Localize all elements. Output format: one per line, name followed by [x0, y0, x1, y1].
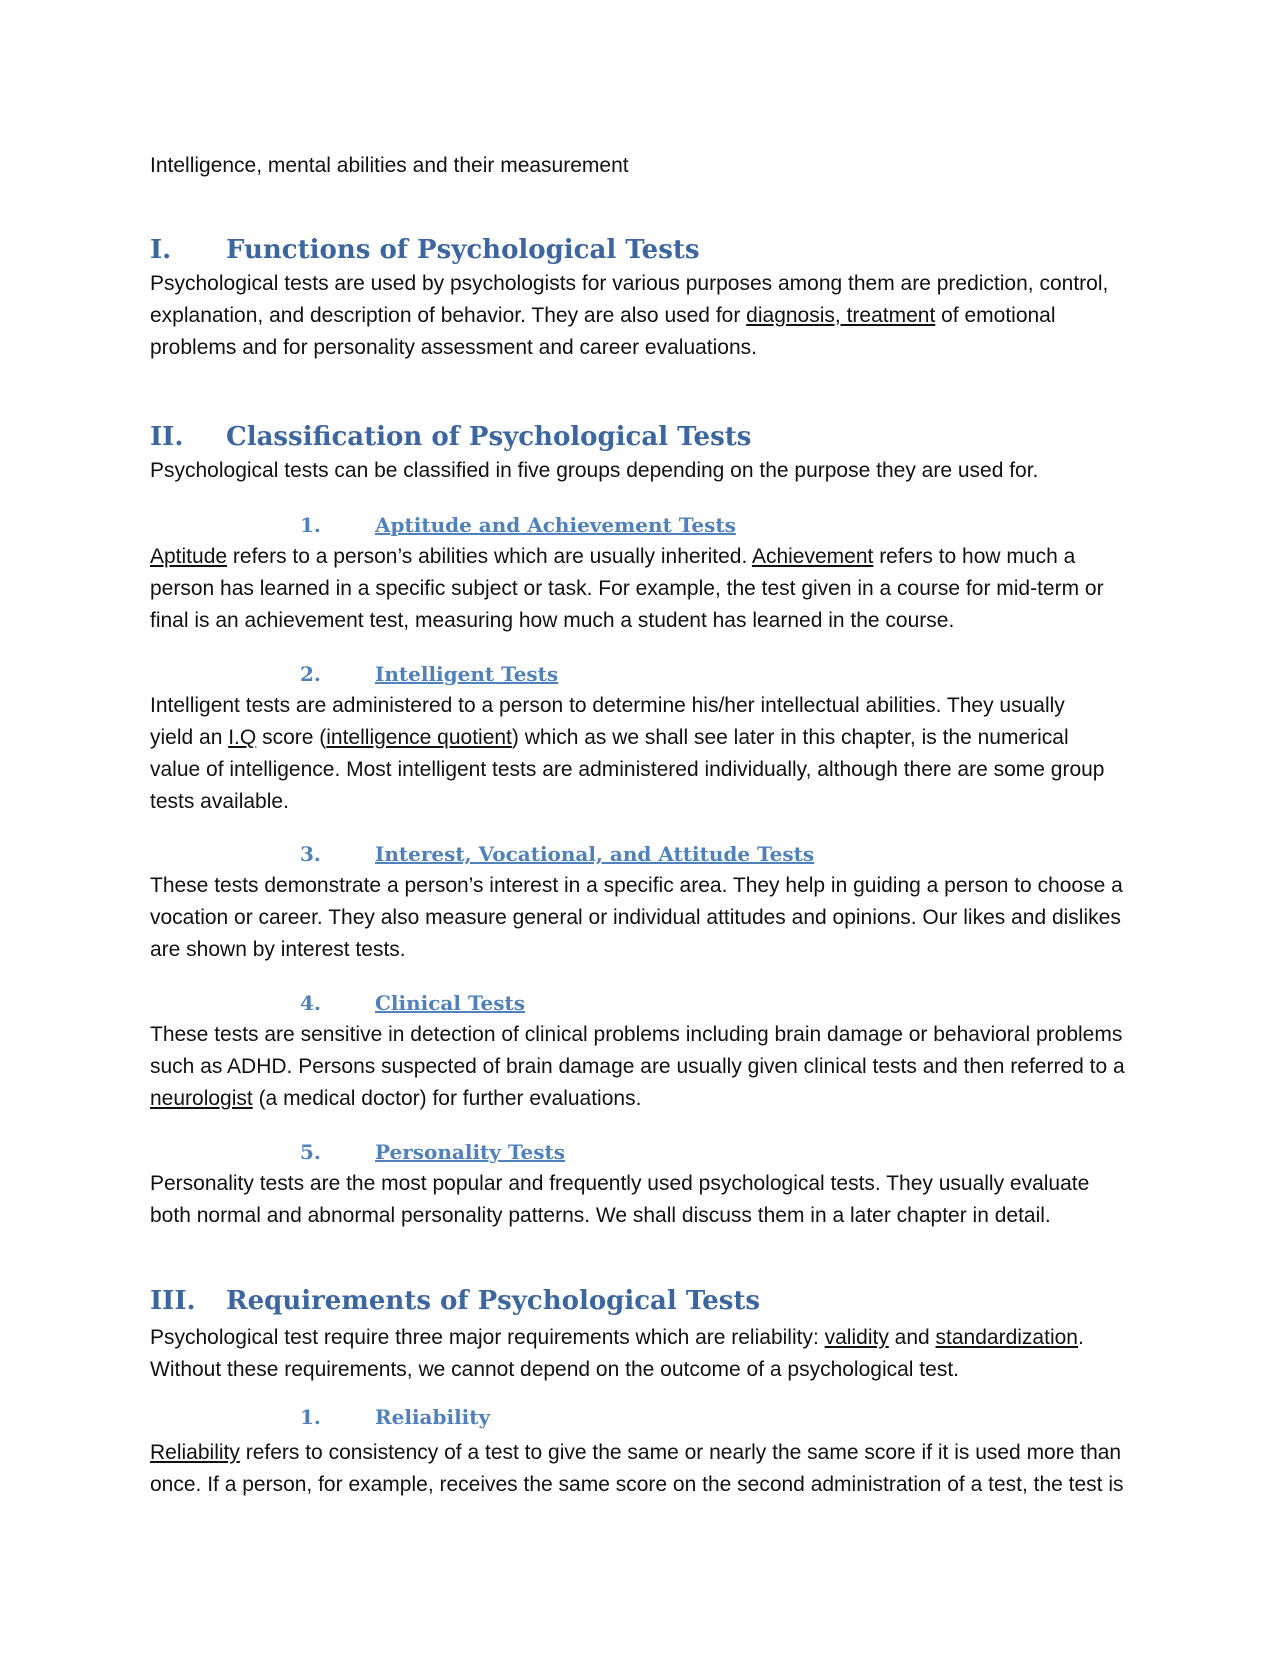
subsection-heading-interest [300, 841, 814, 867]
underlined-term: I.Q [228, 726, 257, 749]
text-line: Personality tests are the most popular and frequently used psychological tests. They usually evaluate [150, 1172, 1090, 1195]
text-run: of emotional [935, 304, 1056, 327]
paragraph-classification-intro [150, 455, 1140, 487]
section-number: II. [150, 422, 184, 452]
underlined-term: Achievement [751, 545, 874, 568]
subsection-heading-reliability [300, 1404, 490, 1430]
subsection-heading-aptitude [300, 512, 736, 538]
subsection-number: 4. [300, 991, 321, 1015]
section-number: I. [150, 235, 172, 265]
subsection-heading-clinical [300, 990, 525, 1016]
paragraph-interest [150, 870, 1140, 966]
text-line: These tests demonstrate a person’s interest in a specific area. They help in guiding a person to choose a [150, 874, 1123, 897]
text-line: These tests are sensitive in detection of clinical problems including brain damage or behavioral problems [150, 1023, 1123, 1046]
text-run: . [1077, 1326, 1084, 1349]
section-title: Requirements of Psychological Tests [226, 1286, 761, 1316]
subsection-number: 1. [300, 1405, 321, 1429]
text-line: problems and for personality assessment and career evaluations. [150, 336, 757, 359]
subsection-title: Reliability [375, 1405, 491, 1429]
text-line: Psychological tests are used by psychologists for various purposes among them are prediction, control, [150, 272, 1109, 295]
text-line: are shown by interest tests. [150, 938, 406, 961]
subsection-number: 3. [300, 842, 321, 866]
paragraph-reliability [150, 1437, 1140, 1501]
text-line: Without these requirements, we cannot depend on the outcome of a psychological test. [150, 1358, 959, 1381]
underlined-term: diagnosis, treatment [746, 304, 936, 327]
underlined-term: intelligence quotient [326, 726, 512, 749]
text-line: Intelligent tests are administered to a person to determine his/her intellectual abilities. They usually [150, 694, 1065, 717]
subsection-title: Interest, Vocational, and Attitude Tests [375, 842, 815, 866]
section-heading-requirements [150, 1284, 760, 1318]
text-line [150, 722, 1140, 754]
text-run: and [888, 1326, 936, 1349]
subsection-number: 2. [300, 662, 321, 686]
subsection-title: Personality Tests [375, 1140, 565, 1164]
text-line [150, 1083, 1140, 1115]
text-run: score ( [256, 726, 327, 749]
text-line: both normal and abnormal personality patterns. We shall discuss them in a later chapter in detail. [150, 1204, 1051, 1227]
text-line [150, 541, 1140, 573]
subsection-title: Aptitude and Achievement Tests [375, 513, 736, 537]
paragraph-functions [150, 268, 1140, 364]
text-run: (a medical doctor) for further evaluations. [252, 1087, 642, 1110]
text-run: refers to a person’s abilities which are usually inherited. [227, 545, 752, 568]
text-run: explanation, and description of behavior. They are also used for [150, 304, 747, 327]
underlined-term: neurologist [150, 1087, 253, 1110]
text-line [150, 1322, 1140, 1354]
paragraph-aptitude [150, 541, 1140, 637]
text-line: tests available. [150, 790, 289, 813]
section-heading-functions [150, 233, 699, 267]
text-line: Psychological tests can be classified in five groups depending on the purpose they are used for. [150, 459, 1039, 482]
text-line: value of intelligence. Most intelligent tests are administered individually, although there are some group [150, 758, 1105, 781]
section-heading-classification [150, 420, 751, 454]
subsection-heading-personality [300, 1139, 565, 1165]
text-run: refers to consistency of a test to give the same or nearly the same score if it is used more than [239, 1441, 1122, 1464]
text-line: such as ADHD. Persons suspected of brain damage are usually given clinical tests and then referred to a [150, 1055, 1125, 1078]
underlined-term: validity [824, 1326, 889, 1349]
underlined-term: Reliability [150, 1441, 240, 1464]
text-line: vocation or career. They also measure general or individual attitudes and opinions. Our likes and dislikes [150, 906, 1121, 929]
text-run: refers to how much a [873, 545, 1076, 568]
paragraph-clinical [150, 1019, 1140, 1115]
paragraph-requirements-intro [150, 1322, 1140, 1386]
section-title: Classification of Psychological Tests [226, 422, 752, 452]
underlined-term: Aptitude [150, 545, 228, 568]
subsection-title: Intelligent Tests [375, 662, 559, 686]
paragraph-intelligent [150, 690, 1140, 818]
text-run: ) which as we shall see later in this chapter, is the numerical [511, 726, 1069, 749]
underlined-term: standardization [935, 1326, 1078, 1349]
text-line [150, 300, 1140, 332]
text-line [150, 1437, 1140, 1469]
subsection-number: 1. [300, 513, 321, 537]
text-line: once. If a person, for example, receives the same score on the second administration of a test, the test is [150, 1473, 1124, 1496]
text-line: final is an achievement test, measuring how much a student has learned in the course. [150, 609, 955, 632]
text-run: Psychological test require three major requirements which are reliability: [150, 1326, 825, 1349]
subsection-title: Clinical Tests [375, 991, 526, 1015]
subsection-number: 5. [300, 1140, 321, 1164]
text-line: person has learned in a specific subject or task. For example, the test given in a course for mid-term or [150, 577, 1104, 600]
document-title: Intelligence, mental abilities and their measurement [150, 154, 629, 177]
paragraph-personality [150, 1168, 1140, 1232]
subsection-heading-intelligent [300, 661, 558, 687]
section-title: Functions of Psychological Tests [226, 235, 700, 265]
section-number: III. [150, 1286, 196, 1316]
text-run: yield an [150, 726, 229, 749]
